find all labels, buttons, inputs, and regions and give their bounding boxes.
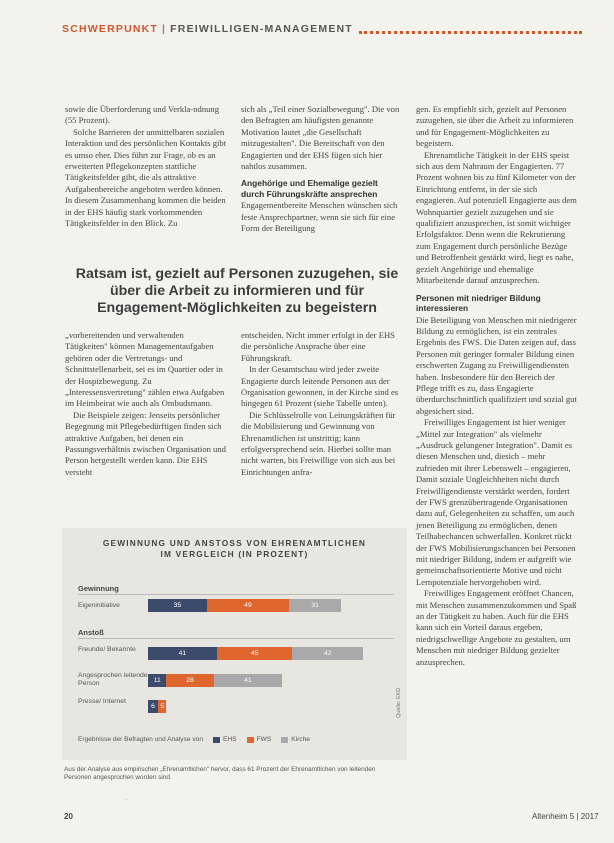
group-divider bbox=[78, 638, 394, 639]
bar-segment-ehs: 41 bbox=[148, 647, 217, 660]
chart-source: Quelle: EKD bbox=[396, 687, 402, 718]
pull-quote: Ratsam ist, gezielt auf Personen zuzugehen, sie über die Arbeit zu informieren und für Engagement-Möglichkeiten zu begeistern bbox=[75, 266, 399, 317]
paragraph: sowie die Überforderung und Verkla-ndnung (55 Prozent). bbox=[65, 104, 220, 126]
section-label: SCHWERPUNKT bbox=[62, 23, 159, 35]
bar-segment-fws: 49 bbox=[207, 599, 289, 612]
row-label: Angesprochen leitende Person bbox=[78, 672, 148, 688]
paragraph: Die Beispiele zeigen: Jenseits persönlicher Begegnung mit Pflegebedürftigen finden sich attraktive Aufgaben, bei denen ein Passungsverhältnis zwischen Organisation und Person hergestellt werden kann. Die EHS versteht bbox=[65, 409, 226, 477]
column-1-top bbox=[65, 104, 227, 229]
section-header bbox=[62, 22, 582, 36]
paragraph: Solche Barrieren der unmittelbaren sozialen Interaktion und des persönlichen Kontakts gibt es umso eher. Dies führt zur Frage, ob es an erweiterten Pflegekonzepten stattliche Tätigkeitsfelder gibt, die als attraktive Aufgabenbereiche angeboten werden können. In diesem Zusammenhang kommen die beiden in der EHS häufig stark vorkommenden Tätigkeitsfelder in den Blick. Zu bbox=[65, 126, 227, 229]
column-3 bbox=[416, 104, 578, 668]
bar-segment-fws: 5 bbox=[158, 700, 166, 713]
bar-segment-ehs: 35 bbox=[148, 599, 207, 612]
legend-prefix: Ergebnisse der Befragten und Analyse von bbox=[78, 736, 203, 743]
paragraph: sich als „Teil einer Sozialbewegung". Die von den Befragten am häufigsten genannte Motivation lautet „die Gesellschaft mitzugestalten". Die Bereitschaft von den Engagierten und der EHS fügen sich hier nahtlos zusammen. bbox=[241, 104, 400, 172]
subheading: Angehörige und Ehemalige gezielt durch Führungskräfte ansprechen bbox=[241, 178, 378, 199]
group-heading-gewinnung: Gewinnung bbox=[78, 584, 119, 593]
chart-legend bbox=[78, 736, 394, 743]
bar-row bbox=[148, 700, 166, 713]
paragraph: Die Schlüsselrolle von Leitungskräften für die Mobilisierung und Gewinnung von Ehrenamtlichen ist unstrittig; kann erfolgversprechend sein. Hierbei sollte man nicht warten, bis Freiwillige von sich aus bei Einrichtungen anfra- bbox=[241, 409, 396, 477]
column-2-bottom bbox=[241, 330, 403, 478]
bar-segment-kirche: 41 bbox=[214, 674, 283, 687]
page-number: 20 bbox=[64, 812, 73, 821]
bar-segment-kirche: 31 bbox=[289, 599, 341, 612]
paragraph: Ehrenamtliche Tätigkeit in der EHS speist sich aus dem Nahraum der Engagierten. 77 Prozent wohnen bis zu fünf Kilometer von der Einrichtung entfernt, in der sie sich engagieren. Auf potenziell Engagierte aus dem Wohnquartier gezielt zuzugehen und sie qualifiziert anzusprechen, ist somit wichtiger Erfolgsfaktor. Denn wenn die Rekrutierung zum Engagement durch persönliche Bezüge und Betroffenheit gestärkt wird, liegt es nahe, gezielt Angehörige und ehemalige Mitarbeitende darauf anzusprechen. bbox=[416, 149, 577, 286]
paragraph: Freiwilliges Engagement eröffnet Chancen, mit Menschen zusammenzukommen und Spaß an der Tätigkeit zu haben. Auch für die EHS kann sich ein Vorteil daraus ergeben, niedrigschwellige Angebote zu gestalten, um Menschen mit niedriger Bildung gezielter anzusprechen. bbox=[416, 588, 577, 667]
chart-title bbox=[62, 538, 407, 560]
header-separator: | bbox=[162, 23, 167, 35]
chart-box bbox=[62, 528, 407, 760]
bar-row bbox=[148, 599, 341, 612]
paragraph: gen. Es empfiehlt sich, gezielt auf Personen zuzugehen, sie über die Arbeit zu informieren und für Engagement-Möglichkeiten zu begeistern. bbox=[416, 104, 574, 149]
legend-label: FWS bbox=[256, 736, 272, 743]
bar-segment-ehs: 11 bbox=[148, 674, 166, 687]
header-dotted-rule bbox=[359, 25, 582, 34]
legend-swatch-kirche bbox=[281, 737, 288, 743]
column-2-top bbox=[241, 104, 403, 235]
group-divider bbox=[78, 594, 394, 595]
bar-segment-kirche: 42 bbox=[292, 647, 363, 660]
paragraph: Engagementbereite Menschen wünschen sich feste Ansprechpartner, wenn sie sich für eine Form der Beteiligung bbox=[241, 200, 398, 234]
paragraph: In der Gesamtschau wird jeder zweite Engagierte durch leitende Personen aus der Organisation gewonnen, in der Kirche sind es hingegen 61 Prozent (siehe Tabelle unten). bbox=[241, 364, 399, 409]
bar-segment-fws: 45 bbox=[217, 647, 293, 660]
legend-label: Kirche bbox=[291, 736, 310, 743]
paragraph: entscheiden. Nicht immer erfolgt in der EHS die persönliche Ansprache über eine Führungskraft. bbox=[241, 330, 395, 363]
bar-segment-fws: 28 bbox=[166, 674, 213, 687]
section-subtitle: FREIWILLIGEN-MANAGEMENT bbox=[170, 23, 353, 35]
chart-title-line: IM VERGLEICH (IN PROZENT) bbox=[160, 549, 309, 559]
row-label: Eigeninitiative bbox=[78, 602, 120, 609]
paragraph: Die Beteiligung von Menschen mit niedrigerer Bildung zu ermöglichen, ist ein zentrales Ergebnis des FWS. Die Daten zeigen auf, dass Personen mit geringer formaler Bildung einen erschwerten Zugang zu Freiwilligendiensten haben. Insbesondere für den Bereich der Pflege trifft es zu, dass Engagierte überdurchschnittlich qualifiziert und sozial gut abgesichert sind. bbox=[416, 314, 577, 416]
legend-label: EHS bbox=[223, 736, 237, 743]
group-heading-anstoss: Anstoß bbox=[78, 628, 104, 637]
paragraph: Freiwilliges Engagement ist hier weniger „Mittel zur Integration" als vielmehr „Ausdruck gelungener Integration". Damit es diesen Menschen und, diesich – mehr zufrieden mit ihrer Lebenswelt – engagieren, Damit soziale Ungleichheiten nicht durch Freiwilligendienste verstärkt werden, fordert der FWS grenzübertragende Organisationen dazu auf, Gelegenheiten zu schaffen, um auch jenen Beteiligung zu ermöglichen, denen Teilhabechancen schwerfallen. Konkret rückt der FWS Mobilisierungschancen bei Personen mit niedriger Bildung, indem er aufgreift wie gemeinschaftsorientierte Motive und nicht Lernpotenziale hervorgehoben wird. bbox=[416, 417, 576, 587]
bar-segment-ehs: 6 bbox=[148, 700, 158, 713]
journal-issue: Altenheim 5 | 2017 bbox=[532, 812, 599, 821]
column-1-bottom bbox=[65, 330, 227, 478]
row-label: Freunde/ Bekannte bbox=[78, 646, 136, 653]
legend-swatch-ehs bbox=[213, 737, 220, 743]
legend-swatch-fws bbox=[247, 737, 254, 743]
subheading: Personen mit niedriger Bildung interessieren bbox=[416, 292, 541, 313]
row-label: Presse/ Internet bbox=[78, 698, 126, 705]
bar-row bbox=[148, 647, 363, 660]
chart-caption: Aus der Analyse aus empirischen „Ehrenamtlichen" hervor, dass 61 Prozent der Ehrenamtlichen von leitenden Personen angesprochen worden sind. bbox=[64, 766, 376, 782]
paragraph: „vorbereitenden und verwaltenden Tätigkeiten" können Managementaufgaben gehören oder die Vertretungs- und Schnittstellenarbeit, sei es im Quartier oder in der Hospizbewegung. Zu „Interessensvertretung" zählen etwa Aufgaben im Heimbeirat wie auch als Ombudsmann. bbox=[65, 330, 225, 409]
bar-row bbox=[148, 674, 282, 687]
chart-title-line: GEWINNUNG UND ANSTOSS VON EHRENAMTLICHEN bbox=[102, 538, 367, 548]
print-mark: ·· bbox=[124, 796, 129, 803]
